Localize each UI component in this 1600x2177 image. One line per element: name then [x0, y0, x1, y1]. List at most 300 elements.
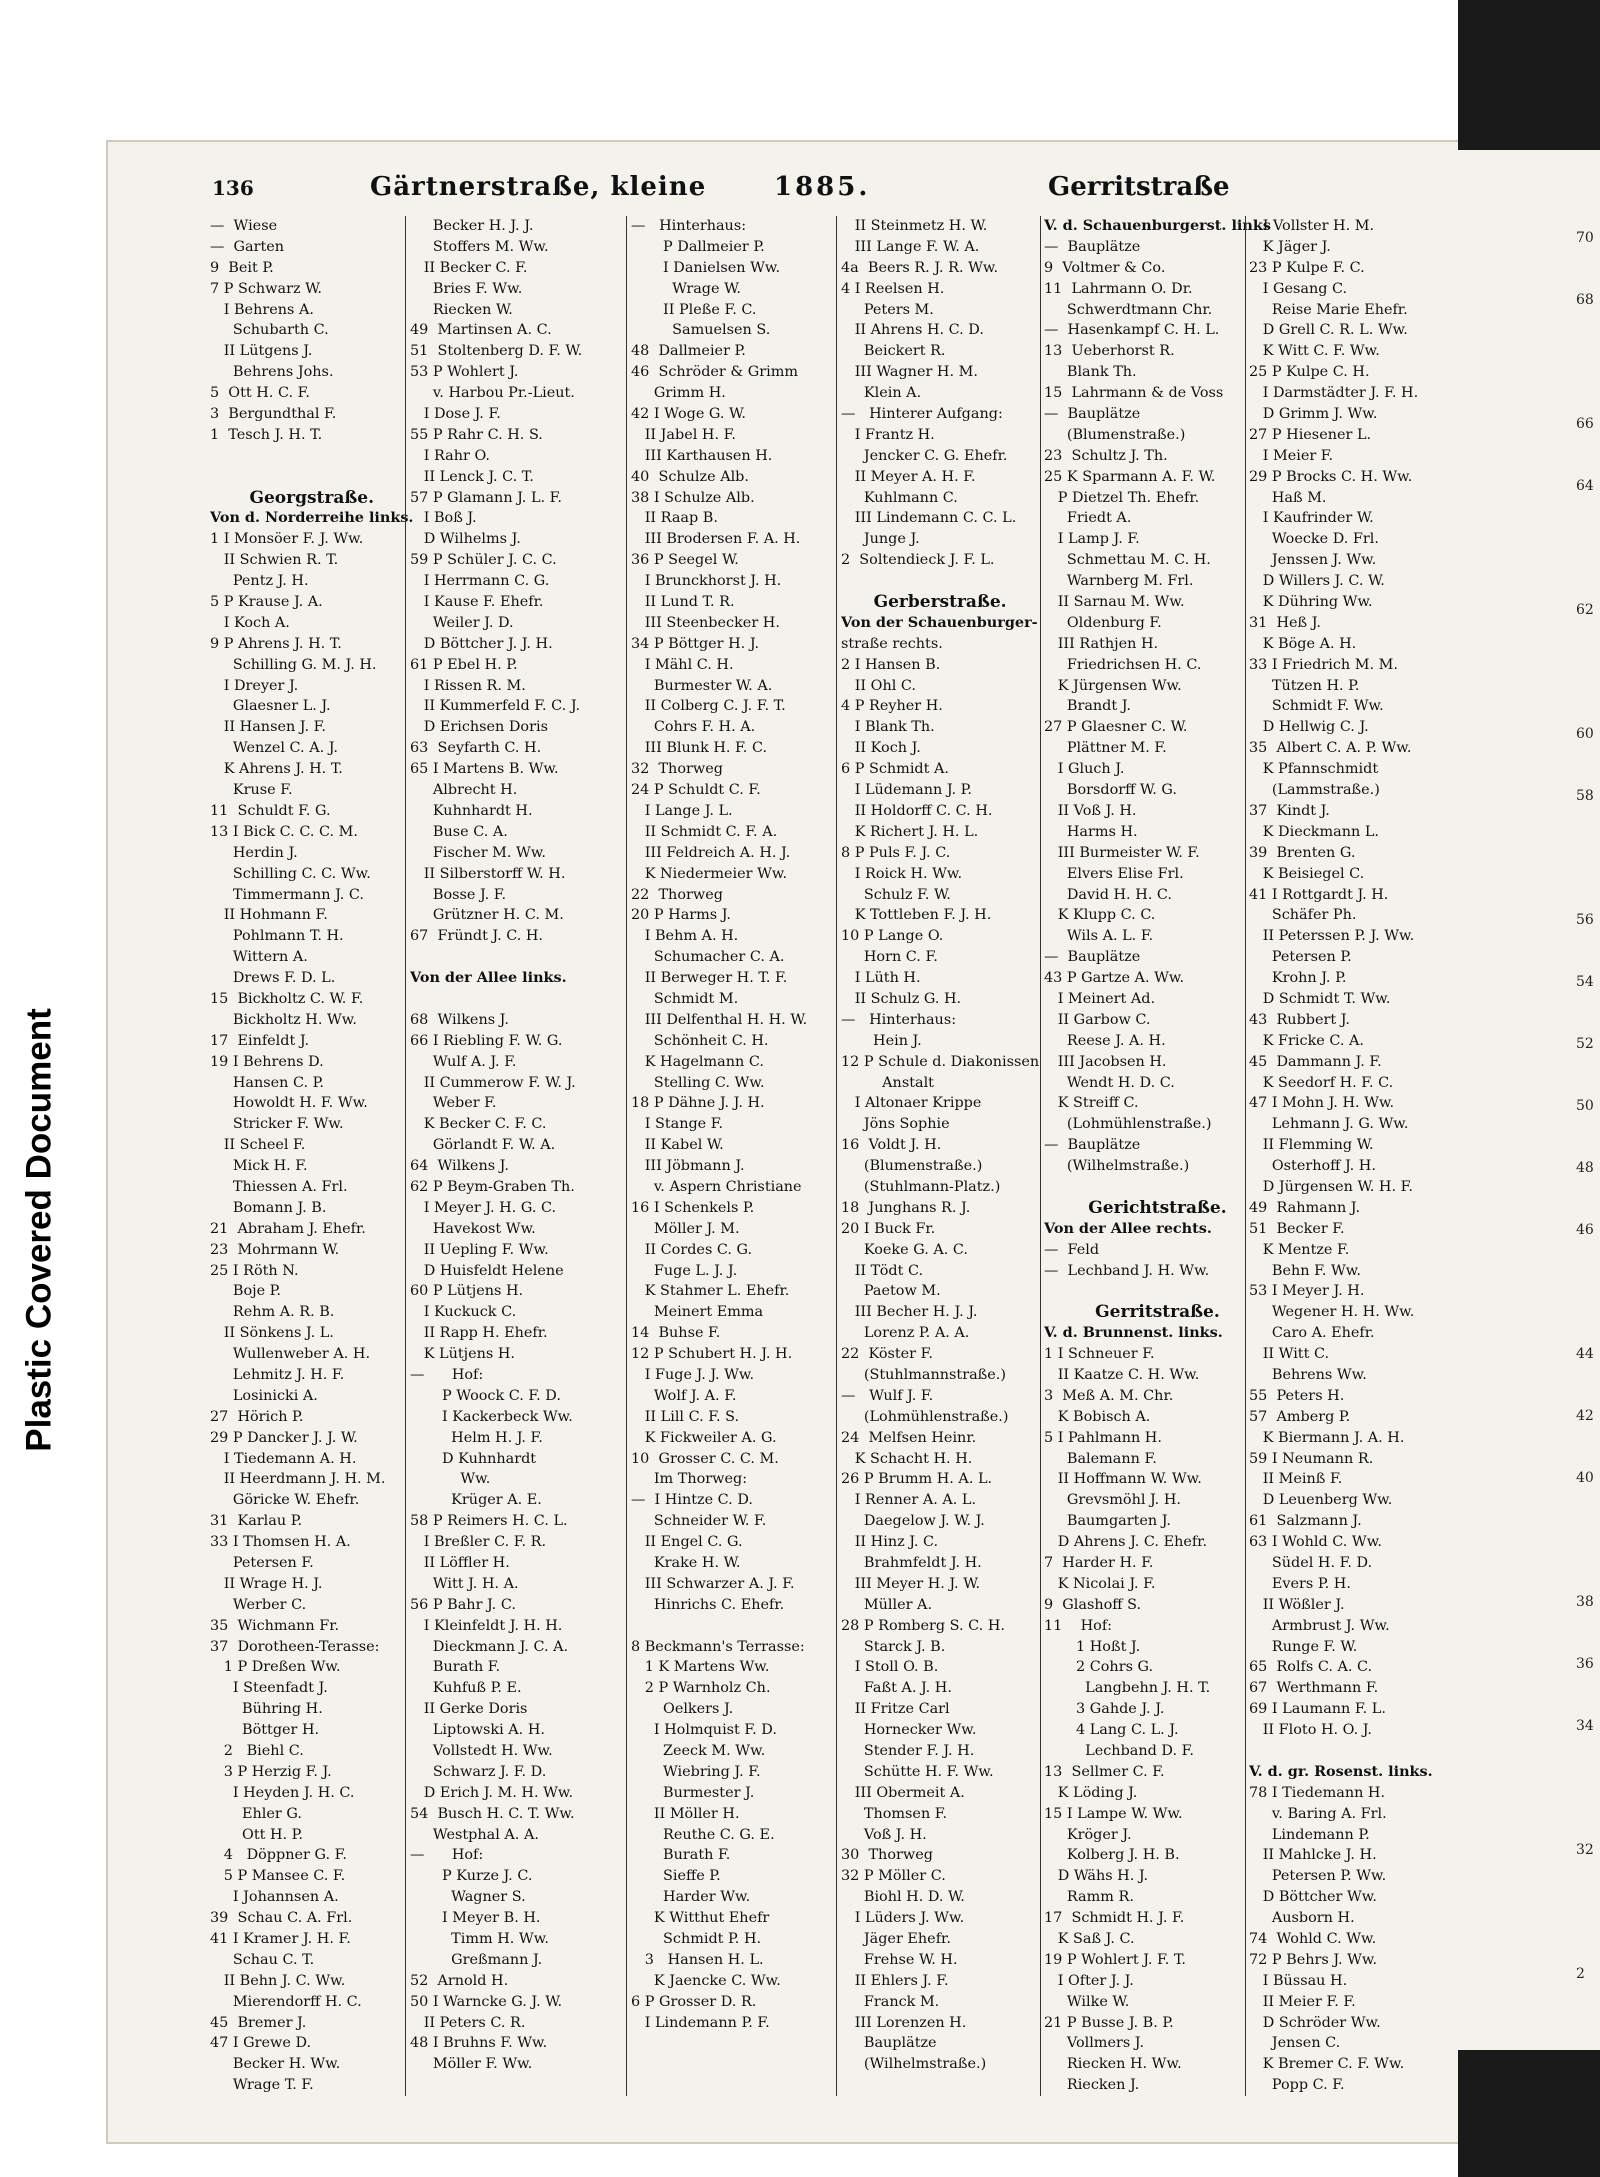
directory-line: K Klupp C. C.	[1044, 907, 1156, 924]
directory-line: II Schmidt C. F. A.	[631, 823, 778, 840]
directory-line: Osterhoff J. H.	[1249, 1158, 1376, 1175]
directory-line: — Hof:	[410, 1847, 484, 1864]
directory-line: 20 I Buck Fr.	[841, 1220, 936, 1237]
directory-line: K Bobisch A.	[1044, 1408, 1151, 1425]
directory-line: Albrecht H.	[410, 782, 518, 799]
directory-line: K Hagelmann C.	[631, 1053, 764, 1070]
column-divider	[836, 216, 837, 2096]
directory-line: III Brodersen F. A. H.	[631, 531, 801, 548]
directory-line: 4 Döppner G. F.	[210, 1847, 347, 1864]
directory-line: II Lenck J. C. T.	[410, 468, 534, 485]
directory-line: 28 P Romberg S. C. H.	[841, 1617, 1005, 1634]
directory-line: 4a Beers R. J. R. Ww.	[841, 259, 999, 276]
directory-line: K Becker C. F. C.	[410, 1116, 547, 1133]
directory-line: 39 Brenten G.	[1249, 844, 1356, 861]
directory-line: v. Harbou Pr.-Lieut.	[410, 385, 575, 402]
directory-line: 49 Rahmann J.	[1249, 1199, 1361, 1216]
directory-line: Anstalt	[841, 1074, 934, 1091]
directory-line: Stricker F. Ww.	[210, 1116, 344, 1133]
directory-line: Grützner H. C. M.	[410, 907, 564, 924]
directory-line: II Hohmann F.	[210, 907, 328, 924]
directory-line: 1 I Monsöer F. J. Ww.	[210, 531, 364, 548]
directory-line: 10 P Lange O.	[841, 928, 944, 945]
directory-line: 25 K Sparmann A. F. W.	[1044, 468, 1216, 485]
directory-line: Weiler J. D.	[410, 614, 514, 631]
directory-line: I Frantz H.	[841, 426, 935, 443]
directory-line: II Peters C. R.	[410, 2014, 526, 2031]
directory-line: Runge F. W.	[1249, 1638, 1358, 1655]
directory-line: I Herrmann C. G.	[410, 573, 550, 590]
directory-line: 72 P Behrs J. Ww.	[1249, 1951, 1378, 1968]
directory-line: Fischer M. Ww.	[410, 844, 547, 861]
directory-line: Witt J. H. A.	[410, 1575, 519, 1592]
directory-line: D Willers J. C. W.	[1249, 573, 1385, 590]
directory-line: 2 I Hansen B.	[841, 656, 941, 673]
directory-line: Görlandt F. W. A.	[410, 1137, 556, 1154]
column-divider	[626, 216, 627, 2096]
directory-line: 5 P Mansee C. F.	[210, 1868, 346, 1885]
directory-line: I Mähl C. H.	[631, 656, 734, 673]
directory-line: Schwerdtmann Chr.	[1044, 301, 1213, 318]
directory-line: D Böttcher Ww.	[1249, 1889, 1377, 1906]
directory-line: 12 P Schule d. Diakonissen	[841, 1053, 1040, 1070]
directory-line: 3 P Herzig F. J.	[210, 1763, 332, 1780]
directory-line: 62 P Beym-Graben Th.	[410, 1178, 575, 1195]
directory-line: Burmester W. A.	[631, 677, 773, 694]
directory-line: 3 Bergundthal F.	[210, 406, 337, 423]
directory-line: 11 Schuldt F. G.	[210, 802, 331, 819]
directory-line: Wils A. L. F.	[1044, 928, 1154, 945]
directory-line: Grevsmöhl J. H.	[1044, 1492, 1181, 1509]
directory-line: Von der Allee links.	[410, 969, 567, 987]
directory-line: II Peterssen P. J. Ww.	[1249, 928, 1415, 945]
directory-line: 21 P Busse J. B. P.	[1044, 2014, 1174, 2031]
directory-line: 35 Albert C. A. P. Ww.	[1249, 740, 1412, 757]
directory-line: K Nicolai J. F.	[1044, 1575, 1156, 1592]
directory-line: 23 Mohrmann W.	[210, 1241, 340, 1258]
directory-line: — Hasenkampf C. H. L.	[1044, 322, 1220, 339]
directory-line: Jencker C. G. Ehefr.	[841, 447, 1008, 464]
directory-line	[631, 1616, 807, 1637]
directory-line: I Koch A.	[210, 614, 290, 631]
directory-line	[410, 989, 582, 1010]
directory-line: I Behrens A.	[210, 301, 314, 318]
directory-line: Tützen H. P.	[1249, 677, 1360, 694]
directory-line: 45 Bremer J.	[210, 2014, 307, 2031]
directory-line: Pohlmann T. H.	[210, 928, 344, 945]
directory-line: II Ahrens H. C. D.	[841, 322, 984, 339]
directory-line: 25 I Röth N.	[210, 1262, 299, 1279]
directory-line: 43 Rubbert J.	[1249, 1011, 1350, 1028]
directory-line: 6 P Grosser D. R.	[631, 1993, 757, 2010]
directory-line: Biohl H. D. W.	[841, 1889, 965, 1906]
margin-fragment: 40	[1576, 1470, 1594, 1486]
directory-line: I Johannsen A.	[210, 1889, 339, 1906]
directory-line: Krake H. W.	[631, 1555, 741, 1571]
directory-line: 42 I Woge G. W.	[631, 406, 746, 423]
directory-line: Blank Th.	[1044, 364, 1137, 381]
directory-line: Von d. Norderreihe links.	[210, 509, 414, 527]
directory-line	[410, 947, 582, 968]
directory-line: Von der Schauenburger-	[841, 613, 1038, 631]
directory-line: I Gluch J.	[1044, 761, 1125, 778]
directory-line: Schwarz J. F. D.	[410, 1763, 547, 1780]
directory-line: Behrens Ww.	[1249, 1366, 1367, 1383]
directory-line: II Jabel H. F.	[631, 426, 736, 443]
directory-line: I Meyer J. H. G. C.	[410, 1199, 557, 1216]
directory-line: 48 Dallmeier P.	[631, 343, 746, 360]
directory-line: Jäger Ehefr.	[841, 1931, 951, 1948]
directory-line: 37 Dorotheen-Terasse:	[210, 1638, 380, 1655]
header-right-title: Gerritstraße	[1048, 172, 1230, 202]
street-heading: Gerichtstraße.	[1088, 1197, 1227, 1218]
directory-line: Schütte H. F. Ww.	[841, 1763, 994, 1780]
directory-line: D Ahrens J. C. Ehefr.	[1044, 1534, 1208, 1551]
directory-line: Fuge L. J. J.	[631, 1262, 738, 1279]
directory-line: Becker H. Ww.	[210, 2056, 341, 2073]
directory-line: II Scheel F.	[210, 1137, 306, 1154]
directory-line: III Lindemann C. C. L.	[841, 510, 1017, 527]
directory-line: K Jaencke C. Ww.	[631, 1972, 781, 1989]
directory-line: 59 I Neumann R.	[1249, 1450, 1374, 1467]
directory-line: P Dallmeier P.	[631, 238, 765, 255]
directory-line: 67 Werthmann F.	[1249, 1680, 1379, 1697]
directory-line: 27 P Glaesner C. W.	[1044, 719, 1188, 736]
directory-line: (Blumenstraße.)	[841, 1158, 983, 1175]
directory-line: 50 I Warncke G. J. W.	[410, 1993, 563, 2010]
directory-line: I Stoll O. B.	[841, 1659, 939, 1676]
directory-line: I Altonaer Krippe	[841, 1095, 982, 1112]
directory-line: I Dose J. F.	[410, 406, 501, 423]
directory-line: K Dühring Ww.	[1249, 594, 1373, 611]
directory-line: 55 Peters H.	[1249, 1387, 1345, 1404]
margin-fragment: 38	[1576, 1594, 1594, 1610]
directory-line: II Hinz J. C.	[841, 1534, 939, 1551]
directory-line: 3 Hansen H. L.	[631, 1951, 764, 1968]
directory-line: III Meyer H. J. W.	[841, 1575, 981, 1592]
directory-line: Wittern A.	[210, 949, 308, 966]
directory-line: Oldenburg F.	[1044, 614, 1162, 631]
street-heading: Gerritstraße.	[1095, 1302, 1220, 1323]
directory-line: Elvers Elise Frl.	[1044, 865, 1184, 882]
directory-line: Wrage W.	[631, 280, 741, 297]
directory-line: 33 I Thomsen H. A.	[210, 1534, 351, 1551]
directory-line: Woecke D. Frl.	[1249, 531, 1379, 548]
directory-line: II Ehlers J. F.	[841, 1972, 949, 1989]
next-page-edge	[1458, 0, 1600, 2177]
directory-line: K Tottleben F. J. H.	[841, 907, 992, 924]
directory-line: I Kause F. Ehefr.	[410, 594, 544, 611]
directory-line: II Lütgens J.	[210, 343, 313, 360]
directory-line: III Becher H. J. J.	[841, 1304, 978, 1321]
directory-line: Stender F. J. H.	[841, 1743, 975, 1760]
directory-line: 46 Schröder & Grimm	[631, 364, 799, 381]
directory-line: K Schacht H. H.	[841, 1450, 973, 1467]
directory-line: 10 Grosser C. C. M.	[631, 1450, 779, 1467]
directory-line: 8 Beckmann's Terrasse:	[631, 1638, 805, 1655]
directory-line	[1249, 1741, 1433, 1762]
directory-line: 14 Buhse F.	[631, 1325, 721, 1342]
directory-line: Hinrichs C. Ehefr.	[631, 1596, 785, 1613]
directory-line: II Floto H. O. J.	[1249, 1722, 1372, 1739]
directory-line: 67 Fründt J. C. H.	[410, 928, 543, 945]
margin-fragment: 54	[1576, 974, 1594, 990]
directory-line: Weber F.	[410, 1095, 497, 1112]
directory-line: Meinert Emma	[631, 1304, 764, 1321]
directory-line: Göricke W. Ehefr.	[210, 1492, 360, 1509]
directory-line: 1 Hoßt J.	[1044, 1638, 1141, 1655]
directory-line: I Blank Th.	[841, 719, 935, 736]
directory-line: I Meyer B. H.	[410, 1910, 541, 1927]
directory-line: Daegelow J. W. J.	[841, 1513, 985, 1530]
directory-line: 52 Arnold H.	[410, 1972, 509, 1989]
directory-line: 32 Thorweg	[631, 761, 723, 778]
directory-line: K Fickweiler A. G.	[631, 1429, 777, 1446]
directory-line: III Jacobsen H.	[1044, 1053, 1167, 1070]
directory-line: Wulf A. J. F.	[410, 1053, 517, 1070]
directory-line: Ausborn H.	[1249, 1910, 1355, 1927]
directory-line: 29 P Dancker J. J. W.	[210, 1429, 358, 1446]
directory-line: Wegener H. H. Ww.	[1249, 1304, 1415, 1321]
directory-line: Armbrust J. Ww.	[1249, 1617, 1390, 1634]
directory-line: I Lüth H.	[841, 970, 921, 987]
directory-line: (Lohmühlenstraße.)	[841, 1408, 1009, 1425]
directory-line: Zeeck M. Ww.	[631, 1743, 766, 1760]
directory-line: II Möller H.	[631, 1805, 740, 1822]
directory-line: Riecken W.	[410, 301, 513, 318]
directory-line: Caro A. Ehefr.	[1249, 1325, 1375, 1342]
margin-fragment: 48	[1576, 1160, 1594, 1176]
directory-line: 13 Ueberhorst R.	[1044, 343, 1175, 360]
directory-line: 31 Karlau P.	[210, 1513, 303, 1530]
directory-line: I Kuckuck C.	[410, 1304, 517, 1321]
directory-line: 33 I Friedrich M. M.	[1249, 656, 1398, 673]
directory-line: 24 Melfsen Heinr.	[841, 1429, 977, 1446]
directory-line: III Lorenzen H.	[841, 2014, 967, 2031]
directory-line	[1044, 1281, 1271, 1302]
directory-line: 7 Harder H. F.	[1044, 1555, 1154, 1571]
directory-line: 60 P Lütjens H.	[410, 1283, 524, 1300]
directory-line: Junge J.	[841, 531, 920, 548]
directory-line: Samuelsen S.	[631, 322, 771, 339]
directory-line: Losinicki A.	[210, 1387, 318, 1404]
directory-line: 51 Becker F.	[1249, 1220, 1345, 1237]
directory-line: 58 P Reimers H. C. L.	[410, 1513, 568, 1530]
directory-line: Jenssen J. Ww.	[1249, 552, 1377, 569]
directory-line: Behrens Johs.	[210, 364, 334, 381]
directory-line: (Stuhlmann-Platz.)	[841, 1178, 1001, 1195]
directory-line: Plättner M. F.	[1044, 740, 1167, 757]
column-divider	[1245, 216, 1246, 2096]
directory-line: I Renner A. A. L.	[841, 1492, 977, 1509]
directory-line: Von der Allee rechts.	[1044, 1219, 1212, 1237]
column-5	[1044, 216, 1271, 2096]
directory-line: K Beisiegel C.	[1249, 865, 1365, 882]
directory-line: II Cummerow F. W. J.	[410, 1074, 576, 1091]
directory-line: 2 Biehl C.	[210, 1743, 304, 1760]
directory-line: K Dieckmann L.	[1249, 823, 1379, 840]
directory-line: I Roick H. Ww.	[841, 865, 963, 882]
directory-line: Bomann J. B.	[210, 1199, 327, 1216]
directory-line: 2 Cohrs G.	[1044, 1659, 1154, 1676]
directory-line: K Niedermeier Ww.	[631, 865, 788, 882]
directory-line: Mick H. F.	[210, 1158, 308, 1175]
directory-line: Kuhnhardt H.	[410, 802, 533, 819]
directory-line: Wiebring J. F.	[631, 1763, 761, 1780]
directory-line: Bickholtz H. Ww.	[210, 1011, 357, 1028]
directory-line: Vollmers J.	[1044, 2035, 1145, 2052]
directory-line: Schilling G. M. J. H.	[210, 656, 377, 673]
directory-line: Kolberg J. H. B.	[1044, 1847, 1180, 1864]
directory-line: 1 Tesch J. H. T.	[210, 426, 323, 443]
directory-line: I Danielsen Ww.	[631, 259, 781, 276]
column-6	[1249, 216, 1433, 2096]
directory-line: II Schulz G. H.	[841, 990, 962, 1007]
directory-line: 68 Wilkens J.	[410, 1011, 509, 1028]
directory-line: — Bauplätze	[1044, 1137, 1141, 1154]
directory-line: III Schwarzer A. J. F.	[631, 1575, 795, 1592]
directory-line: Schubarth C.	[210, 322, 329, 339]
directory-line: Böttger H.	[210, 1722, 320, 1739]
directory-line: v. Baring A. Frl.	[1249, 1805, 1387, 1822]
directory-line: Wenzel C. A. J.	[210, 740, 338, 757]
column-divider	[1040, 216, 1041, 2096]
directory-line: I Holmquist F. D.	[631, 1722, 777, 1739]
directory-line: Balemann F.	[1044, 1450, 1157, 1467]
margin-fragment: 64	[1576, 478, 1594, 494]
directory-line: 56 P Bahr J. C.	[410, 1596, 516, 1613]
directory-line: II Steinmetz H. W.	[841, 218, 988, 234]
header-title: Gärtnerstraße, kleine	[370, 172, 707, 202]
directory-line: I Fuge J. J. Ww.	[631, 1366, 755, 1383]
directory-line: Werber C.	[210, 1596, 307, 1613]
directory-line: 25 P Kulpe C. H.	[1249, 364, 1370, 381]
directory-line: I Büssau H.	[1249, 1972, 1348, 1989]
directory-line: II Wrage H. J.	[210, 1575, 323, 1592]
directory-line: Friedt A.	[1044, 510, 1132, 527]
directory-line: 48 I Bruhns F. Ww.	[410, 2035, 548, 2052]
directory-line: Peters M.	[841, 301, 934, 318]
directory-line: — Hinterhaus:	[841, 1011, 957, 1028]
directory-line: K Richert J. H. L.	[841, 823, 979, 840]
directory-line: Hein J.	[841, 1032, 922, 1049]
directory-line: II Berweger H. T. F.	[631, 970, 788, 987]
directory-line: III Wagner H. M.	[841, 364, 978, 381]
directory-line: Herdin J.	[210, 844, 298, 861]
directory-line: 41 I Rottgardt J. H.	[1249, 886, 1389, 903]
directory-line: Krohn J. P.	[1249, 970, 1347, 987]
directory-line: Pentz J. H.	[210, 573, 309, 590]
directory-line: 32 P Möller C.	[841, 1868, 946, 1885]
directory-line: — Bauplätze	[1044, 238, 1141, 255]
directory-line: 65 I Martens B. Ww.	[410, 761, 559, 778]
column-divider	[405, 216, 406, 2096]
directory-line: V. d. Brunnenst. links.	[1044, 1324, 1223, 1342]
directory-line: 1 I Schneuer F.	[1044, 1346, 1155, 1363]
directory-line: 18 P Dähne J. J. H.	[631, 1095, 765, 1112]
directory-line: II Witt C.	[1249, 1346, 1330, 1363]
directory-line: Schmidt F. Ww.	[1249, 698, 1384, 715]
directory-line: II Cordes C. G.	[631, 1241, 753, 1258]
directory-line: Horn C. F.	[841, 949, 938, 966]
directory-line: 35 Wichmann Fr.	[210, 1617, 340, 1634]
directory-line: 4 I Reelsen H.	[841, 280, 945, 297]
directory-line: I Vollster H. M.	[1249, 218, 1375, 234]
margin-fragment: 58	[1576, 788, 1594, 804]
directory-line: II Engel C. G.	[631, 1534, 743, 1551]
directory-line: II Behn J. C. Ww.	[210, 1972, 346, 1989]
directory-line: II Kummerfeld F. C. J.	[410, 698, 581, 715]
directory-line: — Bauplätze	[1044, 406, 1141, 423]
directory-line: (Lohmühlenstraße.)	[1044, 1116, 1212, 1133]
directory-line: 38 I Schulze Alb.	[631, 489, 755, 506]
directory-line: Brahmfeldt J. H.	[841, 1555, 982, 1571]
directory-line: Klein A.	[841, 385, 922, 402]
directory-line: I Dreyer J.	[210, 677, 299, 694]
directory-line: v. Aspern Christiane	[631, 1178, 802, 1195]
directory-line: 36 P Seegel W.	[631, 552, 739, 569]
directory-line: I Lüders J. Ww.	[841, 1910, 965, 1927]
directory-line: II Holdorff C. C. H.	[841, 802, 993, 819]
directory-line: 57 P Glamann J. L. F.	[410, 489, 562, 506]
directory-line: Paetow M.	[841, 1283, 941, 1300]
directory-line: 5 I Pahlmann H.	[1044, 1429, 1162, 1446]
margin-fragment: 66	[1576, 416, 1594, 432]
directory-line: 23 Schultz J. Th.	[1044, 447, 1168, 464]
directory-line: Schulz F. W.	[841, 886, 951, 903]
directory-line: K Streiff C.	[1044, 1095, 1139, 1112]
directory-line: 11 Lahrmann O. Dr.	[1044, 280, 1193, 297]
directory-line: 27 P Hiesener L.	[1249, 426, 1372, 443]
directory-line: II Heerdmann J. H. M.	[210, 1471, 386, 1488]
directory-line: II Tödt C.	[841, 1262, 924, 1279]
directory-line: I Stange F.	[631, 1116, 724, 1133]
directory-line: 63 I Wohld C. Ww.	[1249, 1534, 1382, 1551]
directory-line: — Hinterhaus:	[631, 218, 747, 234]
directory-line: — Wulf J. F.	[841, 1387, 934, 1404]
directory-line: 15 I Lampe W. Ww.	[1044, 1805, 1183, 1822]
column-1	[210, 216, 413, 2096]
directory-line: Drews F. D. L.	[210, 970, 336, 987]
directory-line: Schmettau M. C. H.	[1044, 552, 1211, 569]
directory-line: 5 Ott H. C. F.	[210, 385, 310, 402]
directory-line: Bauplätze	[841, 2035, 937, 2052]
directory-line: 61 Salzmann J.	[1249, 1513, 1362, 1530]
street-heading: Gerberstraße.	[873, 592, 1007, 613]
directory-line: III Karthausen H.	[631, 447, 773, 464]
directory-line: Schilling C. C. Ww.	[210, 865, 371, 882]
directory-line: Wagner S.	[410, 1889, 526, 1906]
directory-line: 8 P Puls F. J. C.	[841, 844, 951, 861]
directory-line: 2 Soltendieck J. F. L.	[841, 552, 995, 569]
directory-line: Behn F. Ww.	[1249, 1262, 1361, 1279]
directory-line: D Schmidt T. Ww.	[1249, 990, 1391, 1007]
directory-line: 69 I Laumann F. L.	[1249, 1701, 1386, 1718]
directory-line: Koeke G. A. C.	[841, 1241, 968, 1258]
directory-line: Grimm H.	[631, 385, 726, 402]
directory-line: 13 Sellmer C. F.	[1044, 1763, 1165, 1780]
directory-line: I Rissen R. M.	[410, 677, 526, 694]
directory-line	[841, 571, 1039, 592]
directory-line: Bries F. Ww.	[410, 280, 523, 297]
directory-line: K Bremer C. F. Ww.	[1249, 2056, 1405, 2073]
directory-line: II Garbow C.	[1044, 1011, 1151, 1028]
directory-line: Cohrs F. H. A.	[631, 719, 756, 736]
directory-line: K Fricke C. A.	[1249, 1032, 1364, 1049]
directory-line: Burath F.	[631, 1847, 731, 1864]
directory-line: I Lüdemann J. P.	[841, 782, 973, 799]
directory-line: 37 Kindt J.	[1249, 802, 1330, 819]
